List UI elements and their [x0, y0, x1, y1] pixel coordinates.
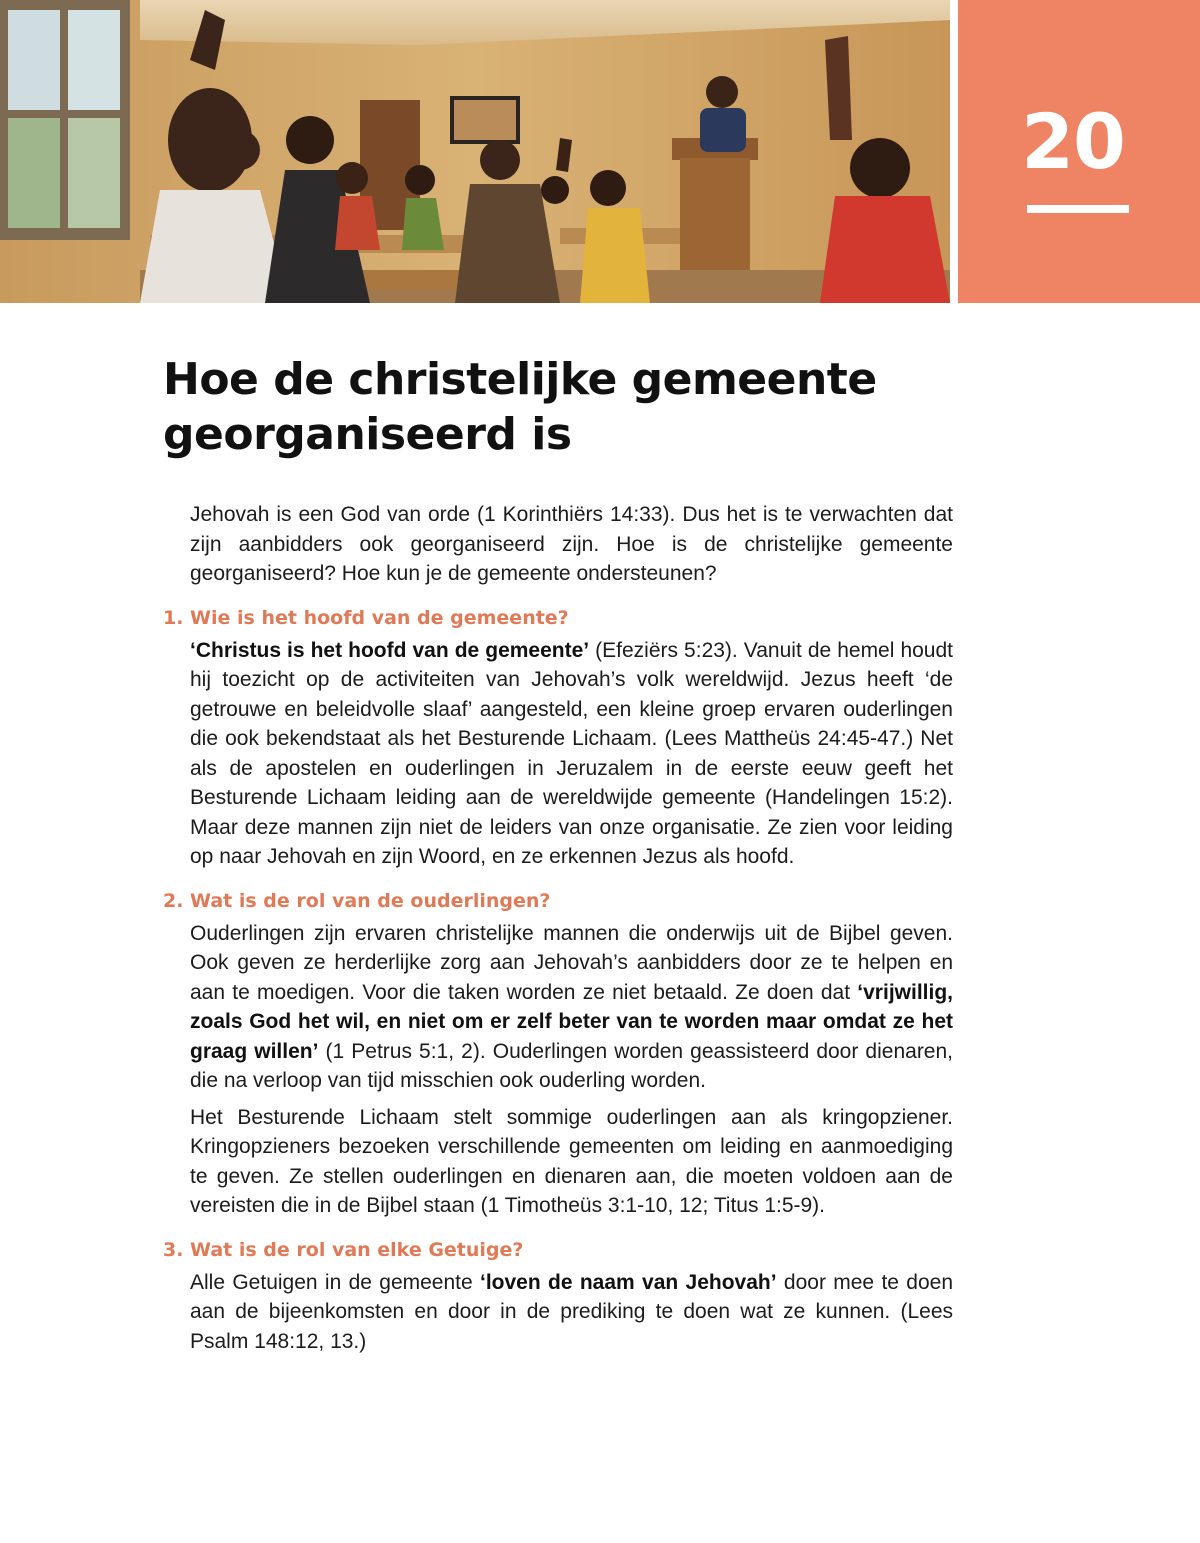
paragraph-text: Ouderlingen zijn ervaren christelijke mannen die onderwijs uit de Bijbel geven. Ook geven ze herderlijke zorg aan Jehovah’s aanbidders door ze te helpen en aan te moedigen. Voor die taken worden ze niet betaald. Ze doen dat	[190, 921, 953, 1004]
lesson-content	[163, 500, 953, 1370]
bold-quote: ‘loven de naam van Jehovah’	[480, 1270, 777, 1294]
chapter-underline	[1027, 205, 1129, 213]
section-1-paragraph	[190, 636, 953, 872]
section-2	[163, 886, 953, 1221]
bold-quote: ‘vrijwillig, zoals God het wil, en niet om er zelf beter van te worden maar omdat ze het graag willen’	[190, 980, 953, 1063]
section-3-paragraph	[190, 1268, 953, 1357]
paragraph-text: (Efeziërs 5:23). Vanuit de hemel houdt hij toezicht op de activiteiten van Jehovah’s volk wereldwijd. Jezus heeft ‘de getrouwe en beleidvolle slaaf’ aangesteld, een kleine groep ervaren ouderlingen die ook bekendstaat als het Besturende Lichaam. (Lees Mattheüs 24:45-47.) Net als de apostelen en ouderlingen in Jeruzalem in de eerste eeuw geeft het Besturende Lichaam leiding aan de wereldwijde gemeente (Handelingen 15:2). Maar deze mannen zijn niet de leiders van onze organisatie. Ze zien voor leiding op naar Jehovah en zijn Woord, en ze erkennen Jezus als hoofd.	[190, 638, 953, 868]
intro-paragraph: Jehovah is een God van orde (1 Korinthiërs 14:33). Dus het is te verwachten dat zijn aanbidders ook georganiseerd zijn. Hoe is de christelijke gemeente georganiseerd? Hoe kun je de gemeente ondersteunen?	[190, 503, 953, 585]
section-1	[163, 603, 953, 872]
section-2-paragraph-1	[190, 919, 953, 1096]
paragraph-text: door mee te doen aan de bijeenkomsten en door in de prediking te doen wat ze kunnen. (Lees Psalm 148:12, 13.)	[190, 1270, 954, 1353]
paragraph-text: (1 Petrus 5:1, 2). Ouderlingen worden geassisteerd door dienaren, die na verloop van tijd misschien ook ouderling worden.	[190, 1039, 953, 1092]
chapter-number-box	[958, 0, 1200, 303]
question-heading-1: 1. Wie is het hoofd van de gemeente?	[163, 606, 569, 629]
page-title: Hoe de christelijke gemeente georganiseerd is	[163, 354, 877, 460]
bold-quote: ‘Christus is het hoofd van de gemeente’	[190, 638, 590, 662]
header-photo	[0, 0, 950, 303]
paragraph-text: Alle Getuigen in de gemeente	[190, 1270, 480, 1294]
question-heading-3: 3. Wat is de rol van elke Getuige?	[163, 1238, 524, 1261]
section-3	[163, 1235, 953, 1357]
section-2-paragraph-2: Het Besturende Lichaam stelt sommige ouderlingen aan als kringopziener. Kringopzieners bezoeken verschillende gemeenten om leiding en aanmoediging te geven. Ze stellen ouderlingen en dienaren aan, die moeten voldoen aan de vereisten die in de Bijbel staan (1 Timotheüs 3:1-10, 12; Titus 1:5-9).	[190, 1105, 953, 1217]
question-heading-2: 2. Wat is de rol van de ouderlingen?	[163, 889, 551, 912]
meeting-illustration	[0, 0, 950, 303]
chapter-number: 20	[1021, 97, 1125, 186]
